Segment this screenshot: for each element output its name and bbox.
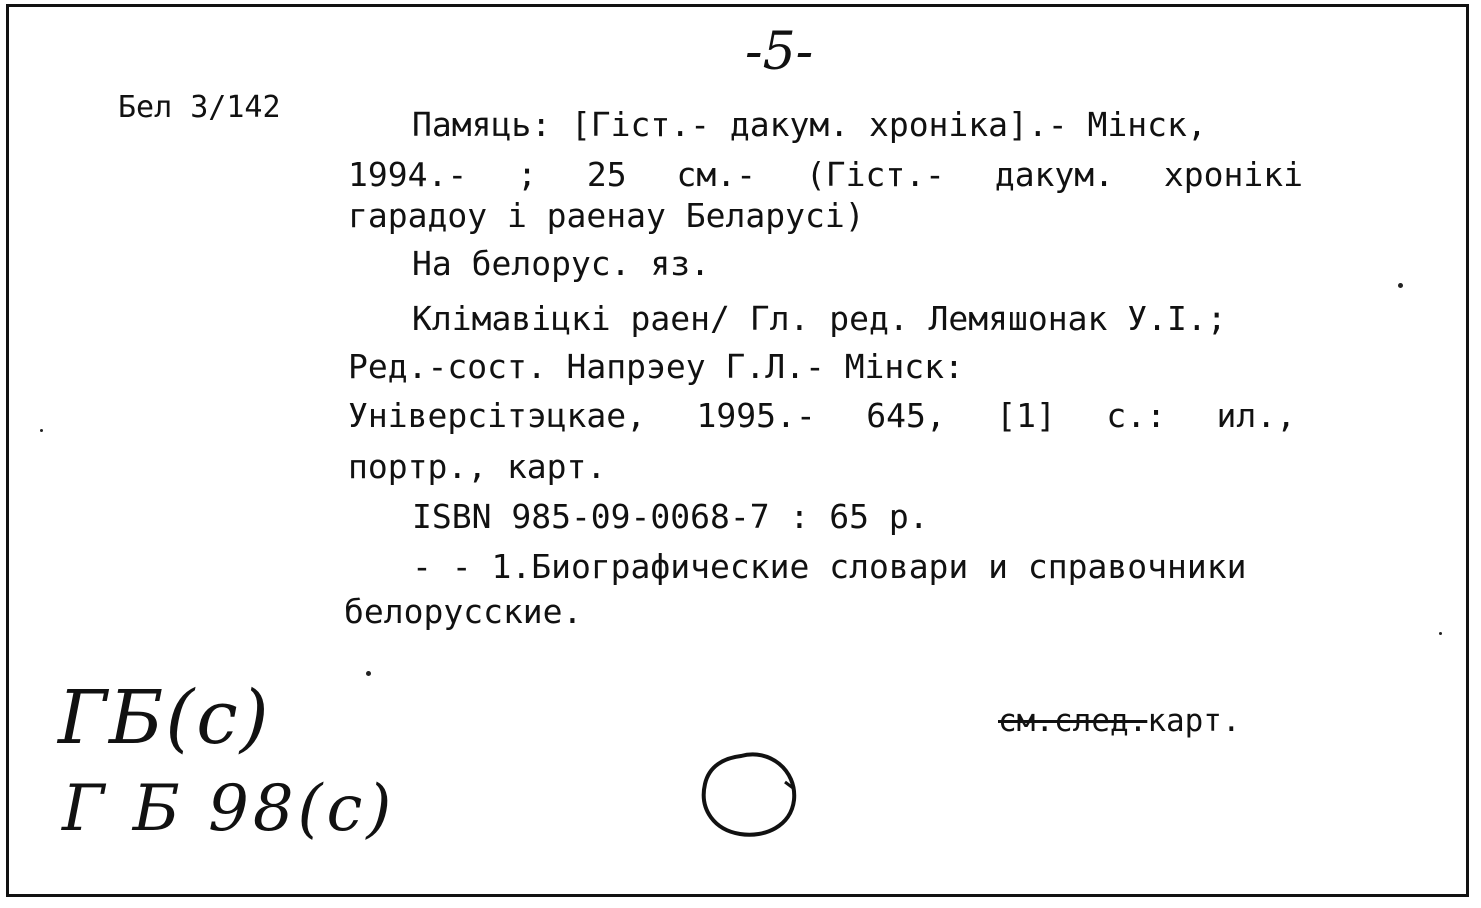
title-line-2: Ред.-сост. Напрэеу Г.Л.- Мінск: bbox=[348, 347, 964, 386]
ink-speck-2 bbox=[1398, 283, 1403, 288]
shelf-mark: Бел 3/142 bbox=[118, 90, 281, 125]
handwritten-note-2: Г Б 98(с) bbox=[62, 772, 396, 846]
series-line-1: Памяць: [Гіст.- дакум. хроніка].- Мінск, bbox=[412, 105, 1207, 144]
isbn-line: ISBN 985-09-0068-7 : 65 р. bbox=[412, 497, 929, 536]
title-line-1: Клімавіцкі раен/ Гл. ред. Лемяшонак У.І.; bbox=[412, 299, 1227, 338]
subject-line-1: - - 1.Биографические словари и справочники bbox=[412, 547, 1247, 586]
ink-speck-4 bbox=[1439, 632, 1442, 635]
circle-mark-icon bbox=[693, 748, 805, 842]
series-line-3: гарадоу і раенау Беларусі) bbox=[348, 196, 865, 235]
ink-speck-1 bbox=[366, 671, 371, 676]
ink-speck-3 bbox=[40, 429, 43, 432]
page-number: -5- bbox=[745, 22, 814, 82]
struck-text: см.след. bbox=[998, 703, 1148, 739]
series-line-2: 1994.- ; 25 см.- (Гіст.- дакум. хронікі bbox=[348, 155, 1303, 194]
see-next-text: карт. bbox=[1147, 703, 1241, 739]
title-line-3: Універсітэцкае, 1995.- 645, [1] с.: ил., bbox=[348, 396, 1296, 435]
title-line-4: портр., карт. bbox=[348, 447, 607, 486]
handwritten-note-1: ГБ(с) bbox=[58, 675, 271, 761]
subject-line-2: белорусские. bbox=[344, 592, 583, 631]
see-next-card-note bbox=[998, 703, 1241, 739]
language-note: На белорус. яз. bbox=[412, 244, 711, 283]
